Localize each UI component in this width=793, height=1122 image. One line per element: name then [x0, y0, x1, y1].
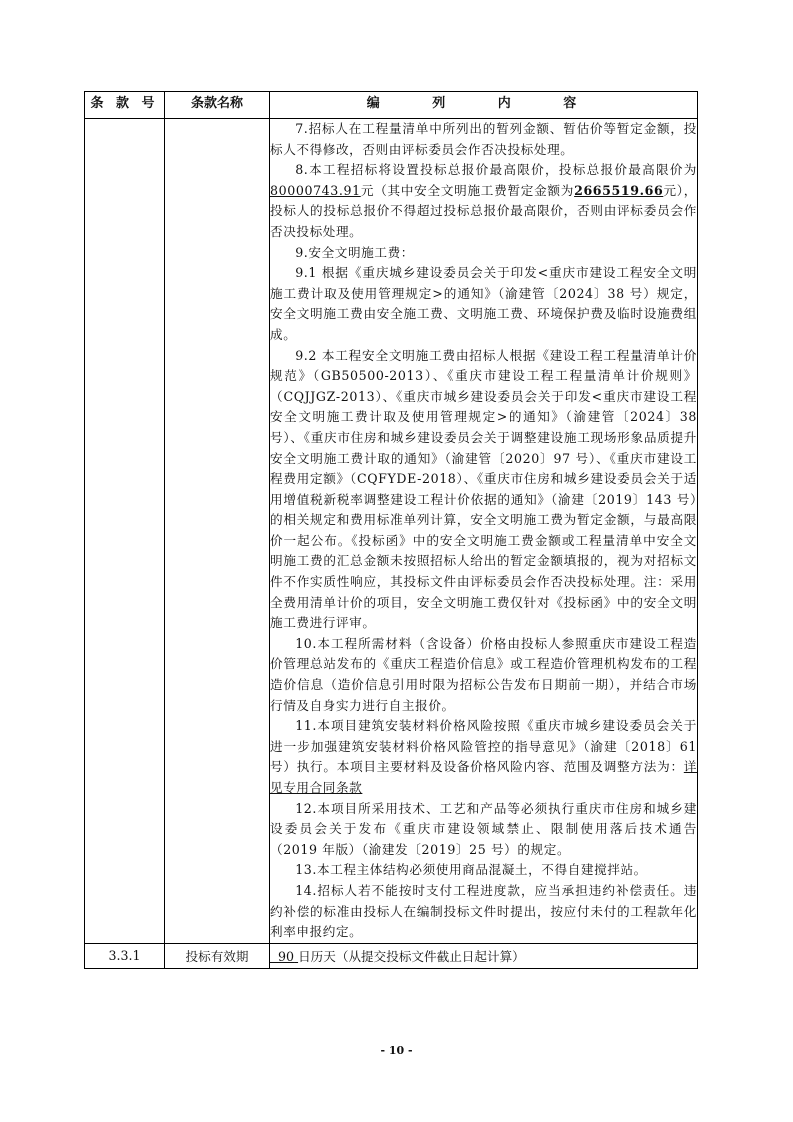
clause-table: [84, 91, 698, 969]
paragraph-item-9: 9.安全文明施工费：: [295, 244, 414, 260]
page-number: - 10 -: [380, 1044, 413, 1057]
paragraph-item-14: 14.招标人若不能按时支付工程进度款，应当承担违约补偿责任。违约补偿的标准由投标人在编制投标文件时提出，按应付未付的工程款年化利率申报约定。: [270, 882, 697, 940]
item-8-text-2: 元（其中安全文明施工费暂定金额为: [360, 182, 575, 198]
header-content: 编 列 内 容: [270, 92, 698, 119]
validity-text: 日历天（从提交投标文件截止日起计算）: [298, 949, 525, 965]
paragraph-item-8: [270, 160, 697, 242]
safety-fee-value: 2665519.66: [574, 182, 664, 198]
item-8-text-1: 8.本工程招标将设置投标总报价最高限价，投标总报价最高限价为: [295, 162, 697, 178]
paragraph-item-9-1: 9.1 根据《重庆城乡建设委员会关于印发<重庆市建设工程安全文明施工费计取及使用管理规定>的通知》（渝建管〔2024〕38 号）规定，安全文明施工费由安全施工费、文明施工费、环境保护费及临时设施费组成。: [270, 265, 697, 342]
table-row: [85, 943, 698, 968]
empty-clause-name-cell: [165, 119, 270, 944]
validity-days: [270, 949, 298, 964]
max-price-value: 80000743.91: [270, 182, 361, 198]
header-clause-number: 条 款 号: [85, 92, 165, 119]
item-11-text: 11.本项目建筑安装材料价格风险按照《重庆市城乡建设委员会关于进一步加强建筑安装材料价格风险管控的指导意见》（渝建〔2018〕61 号）执行。本项目主要材料及设备价格风险内容、范围及调整方法为：: [270, 718, 697, 775]
paragraph-item-7: 7.招标人在工程量清单中所列出的暂列金额、暂估价等暂定金额，投标人不得修改，否则由评标委员会作否决投标处理。: [270, 121, 697, 157]
paragraph-item-11: [270, 716, 697, 798]
paragraph-item-9-2: 9.2 本工程安全文明施工费由招标人根据《建设工程工程量清单计价规范》（GB50500-2013）、《重庆市建设工程工程量清单计价规则》（CQJJGZ-2013）、《重庆市城乡建设委员会关于印发<重庆市建设工程安全文明施工费计取及使用管理规定>的通知》（渝建管〔2024〕38 号）、《重庆市住房和城乡建设委员会关于调整建设施工现场形象品质提升安全文明施工费计取的通知》（渝建管〔2020〕97 号）、《重庆市建设工程费用定额》（CQFYDE-2018）、《重庆市住房和城乡建设委员会关于适用增值税新税率调整建设工程计价依据的通知》（渝建〔2019〕143 号）的相关规定和费用标准单列计算，安全文明施工费为暂定金额，与最高限价一起公布。《投标函》中的安全文明施工费金额或工程量清单中安全文明施工费的汇总金额未按照招标人给出的暂定金额填报的，视为对招标文件不作实质性响应，其投标文件由评标委员会作否决投标处理。注：采用全费用清单计价的项目，安全文明施工费仅针对《投标函》中的安全文明施工费进行评审。: [270, 347, 697, 631]
validity-period-cell: [270, 943, 698, 968]
paragraph-item-10: 10.本工程所需材料（含设备）价格由投标人参照重庆市建设工程造价管理总站发布的《重庆工程造价信息》或工程造价管理机构发布的工程造价信息（造价信息引用时限为招标公告发布日期前一期），并结合市场行情及自身实力进行自主报价。: [270, 635, 697, 713]
item-8-text-3: 元），投标人的投标总报价不得超过投标总报价最高限价，否则由评标委员会作否决投标处理。: [270, 182, 698, 239]
table-header-row: [85, 92, 698, 119]
validity-days-number: 90: [278, 949, 295, 965]
clause-name: 投标有效期: [165, 943, 270, 968]
table-row: [85, 119, 698, 944]
adjustment-method-value: 详见专用合同条款: [270, 759, 697, 795]
paragraph-item-12: 12.本项目所采用技术、工艺和产品等必须执行重庆市住房和城乡建设委员会关于发布《重庆市建设领域禁止、限制使用落后技术通告（2019 年版）（渝建发〔2019〕25 号）的规定。: [270, 800, 697, 857]
empty-clause-number-cell: [85, 119, 165, 944]
paragraph-item-13: 13.本工程主体结构必须使用商品混凝土，不得自建搅拌站。: [295, 862, 647, 878]
header-clause-name: 条款名称: [165, 92, 270, 119]
content-cell: [270, 119, 698, 944]
clause-number: 3.3.1: [85, 943, 165, 968]
